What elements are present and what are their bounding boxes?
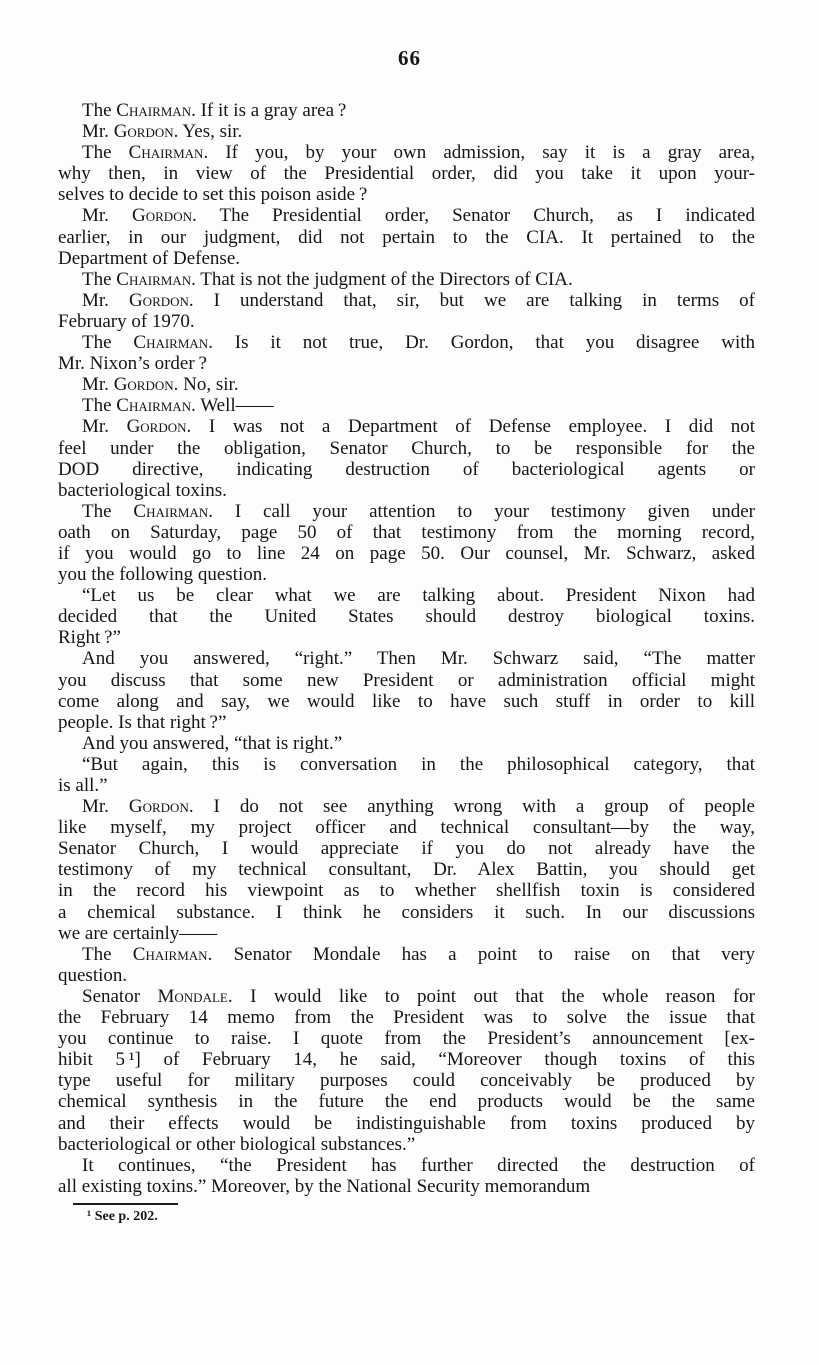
paragraph xyxy=(58,986,755,1155)
text-line xyxy=(58,1028,755,1049)
text-line xyxy=(58,564,755,585)
text-line xyxy=(58,205,755,226)
text-segment: . Is it not true, Dr. Gordon, that you disagree with xyxy=(208,332,755,354)
paragraph xyxy=(58,205,755,268)
text-line xyxy=(58,1134,755,1155)
text-segment: Mr. xyxy=(82,205,133,227)
text-segment: DOD directive, indicating destruction of bacteriological agents or xyxy=(58,458,755,480)
text-line xyxy=(58,965,755,986)
paragraph xyxy=(58,121,755,142)
text-segment: And you answered, “right.” Then Mr. Schwarz said, “The matter xyxy=(82,648,755,670)
text-segment: Mr. xyxy=(82,416,127,438)
text-segment: hibit 5 ¹] of February 14, he said, “Moreover though toxins of this xyxy=(58,1049,755,1071)
text-line xyxy=(58,100,755,121)
text-line xyxy=(58,627,755,648)
text-segment: Senator xyxy=(82,985,158,1007)
text-segment: earlier, in our judgment, did not pertain to the CIA. It pertained to the xyxy=(58,226,755,248)
text-line xyxy=(58,733,755,754)
text-line xyxy=(58,1176,755,1197)
page-number: 66 xyxy=(398,46,421,70)
text-segment: . I was not a Department of Defense employee. I did not xyxy=(186,416,755,438)
text-segment: . I do not see anything wrong with a group of people xyxy=(188,796,755,818)
text-line xyxy=(58,670,755,691)
speaker-name: Chairman xyxy=(133,500,209,522)
text-line xyxy=(58,1113,755,1134)
text-segment: . Senator Mondale has a point to raise on that very xyxy=(207,943,755,965)
text-line xyxy=(58,796,755,817)
text-line xyxy=(58,923,755,944)
text-line xyxy=(58,944,755,965)
footnote-text: See p. 202. xyxy=(94,1209,158,1224)
text-line xyxy=(58,1049,755,1070)
text-line xyxy=(58,353,755,374)
text-line xyxy=(58,121,755,142)
speaker-name: Gordon xyxy=(128,796,189,818)
text-line xyxy=(58,501,755,522)
text-line xyxy=(58,332,755,353)
footnote-divider xyxy=(73,1203,178,1205)
text-line xyxy=(58,227,755,248)
text-line xyxy=(58,1155,755,1176)
text-segment: feel under the obligation, Senator Church, to be responsible for the xyxy=(58,437,755,459)
text-segment: Mr. xyxy=(82,121,114,143)
text-segment: The xyxy=(82,395,117,417)
speaker-name: Gordon xyxy=(128,289,189,311)
text-segment: . Well—— xyxy=(191,395,274,417)
footnote xyxy=(58,1208,755,1226)
footnote-section xyxy=(58,1197,755,1226)
paragraph xyxy=(58,142,755,205)
speaker-name: Chairman xyxy=(133,332,209,354)
text-segment: The xyxy=(82,268,117,290)
text-segment: And you answered, “that is right.” xyxy=(82,732,343,754)
speaker-name: Mondale xyxy=(157,985,228,1007)
text-segment: Mr. Nixon’s order ? xyxy=(58,353,207,375)
text-line xyxy=(58,1070,755,1091)
text-line xyxy=(58,1091,755,1112)
text-segment: in the record his viewpoint as to whether shellfish toxin is considered xyxy=(58,880,755,902)
paragraph xyxy=(58,733,755,754)
text-segment: The xyxy=(82,332,134,354)
text-line xyxy=(58,817,755,838)
text-segment: The xyxy=(82,943,133,965)
paragraph xyxy=(58,754,755,796)
speaker-name: Gordon xyxy=(126,416,187,438)
speaker-name: Chairman xyxy=(116,395,192,417)
text-segment: come along and say, we would like to have such stuff in order to kill xyxy=(58,690,755,712)
text-segment: It continues, “the President has further directed the destruction of xyxy=(82,1154,755,1176)
speaker-name: Chairman xyxy=(128,142,204,164)
text-line xyxy=(58,648,755,669)
text-segment: . If it is a gray area ? xyxy=(191,100,347,121)
text-segment: . That is not the judgment of the Directors of CIA. xyxy=(191,268,573,290)
text-line xyxy=(58,859,755,880)
paragraph xyxy=(58,1155,755,1197)
text-segment: why then, in view of the Presidential order, did you take it upon your- xyxy=(58,163,755,185)
paragraph xyxy=(58,374,755,395)
text-segment: Department of Defense. xyxy=(58,247,241,269)
text-line xyxy=(58,775,755,796)
paragraph xyxy=(58,796,755,944)
speaker-name: Gordon xyxy=(113,374,174,396)
paragraph xyxy=(58,416,755,500)
text-segment: . I would like to point out that the whole reason for xyxy=(227,985,756,1007)
text-segment: you discuss that some new President or administration official might xyxy=(58,669,755,691)
text-segment: chemical synthesis in the future the end products would be the same xyxy=(58,1091,755,1113)
text-line xyxy=(58,374,755,395)
text-segment: testimony of my technical consultant, Dr. Alex Battin, you should get xyxy=(58,859,755,881)
text-segment: a chemical substance. I think he considers it such. In our discussions xyxy=(58,901,755,923)
text-segment: Mr. xyxy=(82,374,114,396)
text-segment: you continue to raise. I quote from the President’s announcement [ex- xyxy=(58,1028,755,1050)
paragraph xyxy=(58,585,755,648)
text-line xyxy=(58,691,755,712)
text-line xyxy=(58,416,755,437)
text-segment: like myself, my project officer and technical consultant—by the way, xyxy=(58,817,755,839)
text-line xyxy=(58,248,755,269)
text-segment: is all.” xyxy=(58,775,108,796)
text-segment: if you would go to line 24 on page 50. Our counsel, Mr. Schwarz, asked xyxy=(58,542,755,564)
text-segment: The xyxy=(82,100,117,121)
text-line xyxy=(58,522,755,543)
text-line xyxy=(58,754,755,775)
text-line xyxy=(58,184,755,205)
text-segment: decided that the United States should destroy biological toxins. xyxy=(58,606,755,628)
text-segment: you the following question. xyxy=(58,564,267,586)
text-segment: . If you, by your own admission, say it is a gray area, xyxy=(203,142,755,164)
text-segment: . I call your attention to your testimony given under xyxy=(208,500,755,522)
text-segment: . The Presidential order, Senator Church, as I indicated xyxy=(191,205,755,227)
speaker-name: Chairman xyxy=(116,100,192,121)
text-line xyxy=(58,880,755,901)
speaker-name: Gordon xyxy=(132,205,192,227)
text-line xyxy=(58,163,755,184)
text-segment: all existing toxins.” Moreover, by the National Security memorandum xyxy=(58,1175,591,1197)
text-block xyxy=(58,100,755,1197)
paragraph xyxy=(58,395,755,416)
text-segment: Senator Church, I would appreciate if you do not already have the xyxy=(58,838,755,860)
paragraph xyxy=(58,290,755,332)
text-segment: question. xyxy=(58,964,128,986)
paragraph xyxy=(58,100,755,121)
paragraph xyxy=(58,501,755,585)
text-segment: Mr. xyxy=(82,796,129,818)
text-segment: The xyxy=(82,142,129,164)
text-segment: . No, sir. xyxy=(173,374,239,396)
text-segment: February of 1970. xyxy=(58,310,195,332)
text-segment: we are certainly—— xyxy=(58,922,218,944)
text-segment: . Yes, sir. xyxy=(173,121,243,143)
text-segment: selves to decide to set this poison aside ? xyxy=(58,184,368,206)
text-segment: type useful for military purposes could conceivably be produced by xyxy=(58,1070,755,1092)
text-line xyxy=(58,543,755,564)
paragraph xyxy=(58,269,755,290)
text-line xyxy=(58,311,755,332)
text-line xyxy=(58,606,755,627)
paragraph xyxy=(58,332,755,374)
text-segment: Mr. xyxy=(82,289,129,311)
text-segment: bacteriological toxins. xyxy=(58,479,227,501)
text-line xyxy=(58,480,755,501)
paragraph xyxy=(58,944,755,986)
footnote-marker: ¹ xyxy=(87,1209,92,1224)
text-segment: the February 14 memo from the President was to solve the issue that xyxy=(58,1007,755,1029)
text-segment: oath on Saturday, page 50 of that testimony from the morning record, xyxy=(58,521,755,543)
text-segment: bacteriological or other biological substances.” xyxy=(58,1133,416,1155)
text-line xyxy=(58,290,755,311)
text-line xyxy=(58,395,755,416)
text-line xyxy=(58,585,755,606)
text-segment: . I understand that, sir, but we are talking in terms of xyxy=(188,289,755,311)
paragraph xyxy=(58,648,755,732)
text-line xyxy=(58,269,755,290)
text-line xyxy=(58,1007,755,1028)
text-segment: and their effects would be indistinguishable from toxins produced by xyxy=(58,1112,755,1134)
text-segment: “Let us be clear what we are talking about. President Nixon had xyxy=(82,585,755,607)
text-line xyxy=(58,142,755,163)
text-line xyxy=(58,459,755,480)
text-segment: “But again, this is conversation in the philosophical category, that xyxy=(82,753,755,775)
text-line xyxy=(58,712,755,733)
speaker-name: Chairman xyxy=(132,943,208,965)
speaker-name: Chairman xyxy=(116,268,192,290)
text-line xyxy=(58,902,755,923)
text-segment: people. Is that right ?” xyxy=(58,711,227,733)
speaker-name: Gordon xyxy=(113,121,174,143)
text-line xyxy=(58,986,755,1007)
text-line xyxy=(58,838,755,859)
text-line xyxy=(58,438,755,459)
text-segment: Right ?” xyxy=(58,627,121,649)
text-segment: The xyxy=(82,500,134,522)
